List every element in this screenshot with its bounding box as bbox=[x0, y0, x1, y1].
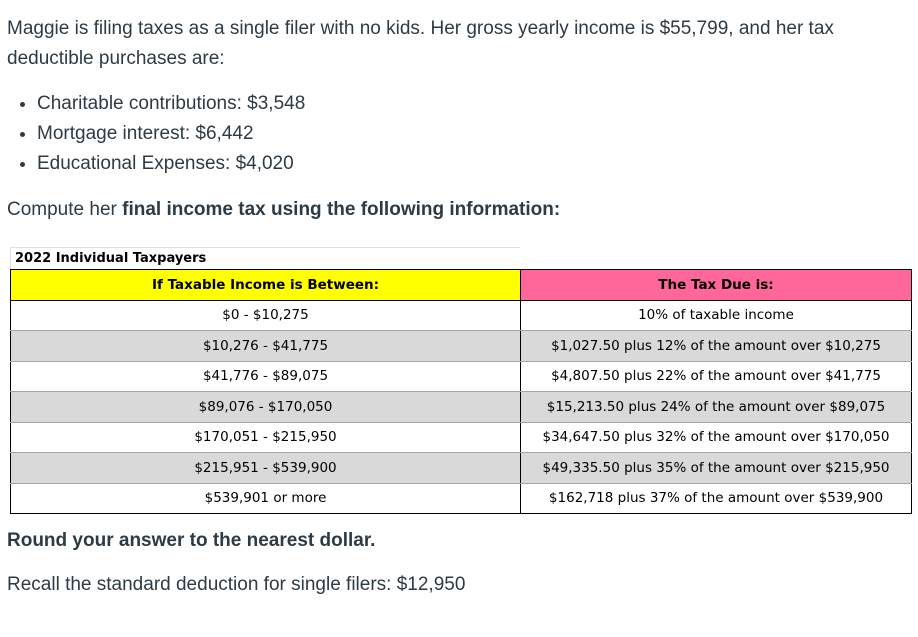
table-row bbox=[11, 300, 912, 331]
table-header-row bbox=[11, 270, 912, 301]
list-item: Charitable contributions: $3,548 bbox=[7, 89, 305, 119]
tax-due-cell: $34,647.50 plus 32% of the amount over $170,050 bbox=[521, 422, 912, 453]
standard-deduction-note: Recall the standard deduction for single filers: $12,950 bbox=[7, 574, 466, 595]
compute-prefix: Compute her bbox=[7, 199, 123, 220]
tax-bracket-table bbox=[10, 269, 912, 514]
income-range-cell: $41,776 - $89,075 bbox=[11, 361, 521, 392]
compute-bold-text: final income tax using the following information: bbox=[122, 199, 561, 220]
tax-bracket-sheet bbox=[10, 243, 911, 508]
income-range-cell: $170,051 - $215,950 bbox=[11, 422, 521, 453]
tax-due-cell: $49,335.50 plus 35% of the amount over $215,950 bbox=[521, 453, 912, 484]
table-row bbox=[11, 453, 912, 484]
list-item: Mortgage interest: $6,442 bbox=[7, 119, 305, 149]
table-row bbox=[11, 331, 912, 362]
table-row bbox=[11, 483, 912, 514]
problem-intro: Maggie is filing taxes as a single filer with no kids. Her gross yearly income is $55,799, and her tax deductible purchases are: bbox=[7, 18, 834, 69]
table-row bbox=[11, 392, 912, 423]
tax-due-cell: $1,027.50 plus 12% of the amount over $10,275 bbox=[521, 331, 912, 362]
rounding-instruction: Round your answer to the nearest dollar. bbox=[7, 530, 376, 551]
header-tax-due: The Tax Due is: bbox=[521, 270, 912, 301]
sheet-title: 2022 Individual Taxpayers bbox=[10, 247, 520, 269]
income-range-cell: $215,951 - $539,900 bbox=[11, 453, 521, 484]
table-row bbox=[11, 422, 912, 453]
deductible-purchases-list bbox=[7, 89, 305, 179]
tax-due-cell: $162,718 plus 37% of the amount over $539,900 bbox=[521, 483, 912, 514]
compute-instruction bbox=[7, 195, 560, 225]
header-taxable-income: If Taxable Income is Between: bbox=[11, 270, 521, 301]
list-item: Educational Expenses: $4,020 bbox=[7, 149, 305, 179]
tax-due-cell: 10% of taxable income bbox=[521, 300, 912, 331]
table-row bbox=[11, 361, 912, 392]
tax-due-cell: $4,807.50 plus 22% of the amount over $41,775 bbox=[521, 361, 912, 392]
income-range-cell: $10,276 - $41,775 bbox=[11, 331, 521, 362]
income-range-cell: $89,076 - $170,050 bbox=[11, 392, 521, 423]
income-range-cell: $0 - $10,275 bbox=[11, 300, 521, 331]
income-range-cell: $539,901 or more bbox=[11, 483, 521, 514]
tax-due-cell: $15,213.50 plus 24% of the amount over $89,075 bbox=[521, 392, 912, 423]
